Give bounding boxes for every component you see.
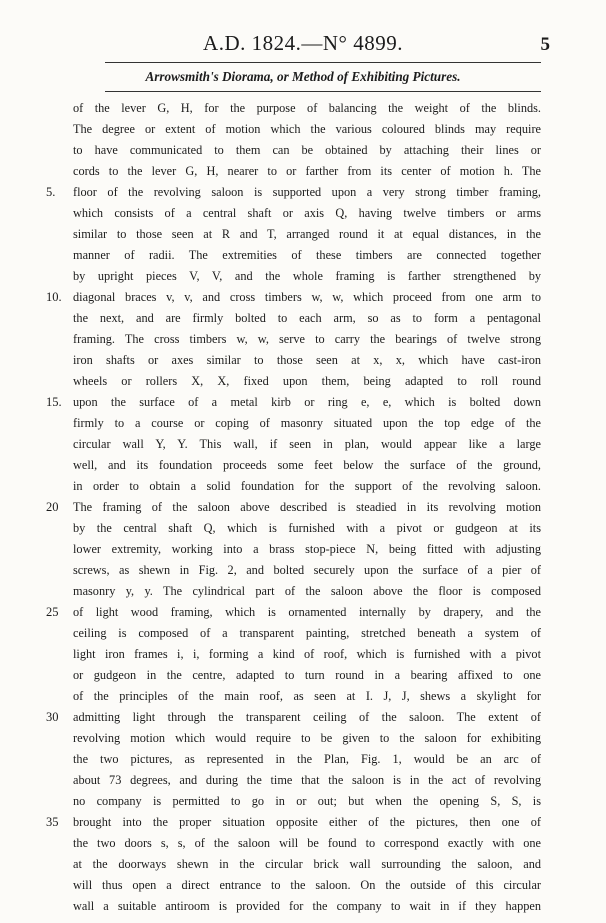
text-line: The framing of the saloon above described is steadied in its revolving motion bbox=[73, 500, 541, 514]
text-line: of light wood framing, which is ornamented internally by drapery, and the bbox=[73, 605, 541, 619]
text-line: lower extremity, working into a brass stop-piece N, being fitted with adjusting bbox=[73, 542, 541, 556]
text-line: similar to those seen at R and T, arranged round it at equal distances, in the bbox=[73, 227, 541, 241]
text-line: cords to the lever G, H, nearer to or farther from its center of motion h. The bbox=[73, 164, 541, 178]
text-line: by upright pieces V, V, and the whole framing is farther strengthened by bbox=[73, 269, 541, 283]
running-head: Arrowsmith's Diorama, or Method of Exhibiting Pictures. bbox=[145, 69, 461, 84]
page-title: A.D. 1824.—N° 4899. bbox=[203, 31, 403, 55]
text-line: diagonal braces v, v, and cross timbers w, w, which proceed from one arm to bbox=[73, 290, 541, 304]
line-number: 15. bbox=[46, 395, 62, 409]
text-line: upon the surface of a metal kirb or ring e, e, which is bolted down bbox=[73, 395, 541, 409]
text-line: of the lever G, H, for the purpose of balancing the weight of the blinds. bbox=[73, 101, 541, 115]
text-line: no company is permitted to go in or out; but when the opening S, S, is bbox=[73, 794, 541, 808]
line-number: 5. bbox=[46, 185, 56, 199]
text-line: the two doors s, s, of the saloon will be found to correspond exactly with one bbox=[73, 836, 541, 850]
text-line: at the doorways shewn in the circular brick wall surrounding the saloon, and bbox=[73, 857, 541, 871]
text-line: The degree or extent of motion which the various coloured blinds may require bbox=[73, 122, 541, 136]
text-line: to have communicated to them can be obtained by attaching their lines or bbox=[73, 143, 541, 157]
text-line: well, and its foundation proceeds some feet below the surface of the ground, bbox=[73, 458, 541, 472]
page-number: 5 bbox=[540, 34, 550, 55]
text-line: manner of radii. The extremities of these timbers are connected together bbox=[73, 248, 541, 262]
line-number: 35 bbox=[46, 815, 59, 829]
text-line: the next, and are firmly bolted to each arm, so as to form a pentagonal bbox=[73, 311, 541, 325]
line-number: 25 bbox=[46, 605, 59, 619]
line-number: 10. bbox=[46, 290, 62, 304]
header-rule-top bbox=[105, 62, 541, 63]
text-line: ceiling is composed of a transparent painting, stretched beneath a system of bbox=[73, 626, 541, 640]
text-line: which consists of a central shaft or axis Q, having twelve timbers or arms bbox=[73, 206, 541, 220]
text-line: about 73 degrees, and during the time that the saloon is in the act of revolving bbox=[73, 773, 541, 787]
text-line: by the central shaft Q, which is furnished with a pivot or gudgeon at its bbox=[73, 521, 541, 535]
line-number: 30 bbox=[46, 710, 59, 724]
text-line: brought into the proper situation opposite either of the pictures, then one of bbox=[73, 815, 541, 829]
text-line: framing. The cross timbers w, w, serve to carry the bearings of twelve strong bbox=[73, 332, 541, 346]
text-line: the two pictures, as represented in the Plan, Fig. 1, would be an arc of bbox=[73, 752, 541, 766]
text-line: will thus open a direct entrance to the saloon. On the outside of this circular bbox=[73, 878, 541, 892]
line-number: 20 bbox=[46, 500, 59, 514]
text-line: circular wall Y, Y. This wall, if seen in plan, would appear like a large bbox=[73, 437, 541, 451]
text-line: wheels or rollers X, X, fixed upon them, being adapted to roll round bbox=[73, 374, 541, 388]
text-line: firmly to a course or coping of masonry situated upon the top edge of the bbox=[73, 416, 541, 430]
text-line: or gudgeon in the centre, adapted to turn round in a bearing affixed to one bbox=[73, 668, 541, 682]
text-line: light iron frames i, i, forming a kind of roof, which is furnished with a pivot bbox=[73, 647, 541, 661]
text-line: admitting light through the transparent ceiling of the saloon. The extent of bbox=[73, 710, 541, 724]
text-line: masonry y, y. The cylindrical part of the saloon above the floor is composed bbox=[73, 584, 541, 598]
text-line: floor of the revolving saloon is supported upon a very strong timber framing, bbox=[73, 185, 541, 199]
text-line: of the principles of the main roof, as seen at I. J, J, shews a skylight for bbox=[73, 689, 541, 703]
text-line: revolving motion which would require to be given to the saloon for exhibiting bbox=[73, 731, 541, 745]
header-rule-bottom bbox=[105, 91, 541, 92]
text-line: iron shafts or axes similar to those seen at x, x, which have cast-iron bbox=[73, 353, 541, 367]
text-line: in order to obtain a solid foundation for the support of the revolving saloon. bbox=[73, 479, 541, 493]
text-line: screws, as shewn in Fig. 2, and bolted securely upon the surface of a pier of bbox=[73, 563, 541, 577]
text-line: wall a suitable antiroom is provided for the company to wait in if they happen bbox=[73, 899, 541, 913]
